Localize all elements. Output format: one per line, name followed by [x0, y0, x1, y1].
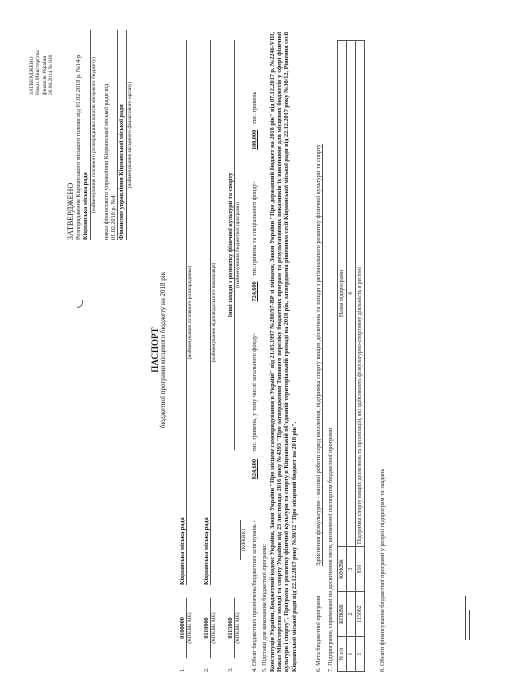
program-name: Інші заходи з розвитку фізичної культури та спорту [227, 40, 235, 450]
page-title: ПАСПОРТ [150, 327, 160, 373]
document-page [19, 20, 489, 680]
header-cell: Назва підпрограми [338, 41, 347, 547]
number-cell: 1 [347, 637, 356, 672]
basis-text: Конституція України, Бюджетний кодекс України, Закон України "Про місцеве самоврядування в Україні" від 21.05.1997 №280/97-ВР зі змінами, Закон України "Про державний бюджет на 2018 рік" від 07.12.2017 р. №2246-VIII, Наказ Міністерства молоді та спорту України від 23 листопада 2016 року №4393 "Про затвердження Типового переліку бюджетних програм та результативних показників їх виконання для місцевих бюджетів у сфері фізичної культури і спорту", Програма з розвитку фізичної культури та спорту в Кіцманській об'єднаній територіальній громаді на 2018 рік, затверджена рішенням сесії Кіцманської міської ради від 22.12.2017 року №30/12, Рішення сесії Кіцманської міської ради від 22.12.2017 року №30/12 "Про місцевий бюджет на 2018 рік". [269, 32, 298, 672]
executor-caption: (найменування відповідального виконавця) [211, 262, 217, 363]
stamp-line: ЗАТВЕРДЖЕНО [29, 56, 35, 95]
subprograms-table [337, 40, 365, 672]
stamp-line: 26.08.2014 № 836 [48, 54, 55, 95]
kpkvk-code: 0100000 [179, 598, 187, 658]
row-number: 1. [179, 667, 186, 672]
number-cell: 4 [347, 41, 356, 547]
approval-caption: (найменування місцевого фінансового органу) [126, 81, 133, 189]
table-number-row [347, 41, 356, 672]
scan-mark [465, 596, 466, 640]
program-caption: (найменування бюджетної програми) [235, 202, 241, 288]
approval-line: Кіцманська міська рада [82, 30, 90, 240]
approval-caption: (найменування головного розпорядника коштів місцевого бюджету) [90, 56, 97, 214]
main-manager-name: Кіцманська міська рада [179, 40, 187, 585]
budget-text: 4. Обсяг бюджетних призначень/бюджетних асигнувань - [251, 520, 258, 672]
row-number: 3. [227, 667, 234, 672]
page-subtitle: бюджетної програми місцевого бюджету на 2018 рік [159, 271, 168, 429]
budget-text: тис. гривень [251, 91, 258, 125]
kpkvk-code: 0115060 [227, 598, 235, 658]
budget-total: 824,600 [251, 459, 258, 480]
kpkvk-caption: (КПКВК МБ) [187, 612, 193, 644]
kfkvk-field [233, 520, 241, 560]
table-cell: Підтримка спорту вищих досягнень та організацій, які здійснюють фізкультурно-спортивну діяльність в регіоні [356, 41, 365, 547]
approval-title: ЗАТВЕРДЖЕНО [66, 182, 75, 240]
approval-line: Фінансове управління Кіцманської міської ради [118, 30, 126, 240]
table-cell: 1 [356, 637, 365, 672]
stamp-line: Наказ Міністерства [35, 50, 42, 95]
budget-text: тис. гривень, у тому числі загального фонду- [251, 332, 258, 452]
scan-mark [469, 610, 470, 640]
approval-line: наказ фінансового управління Кіцманської міської ради від [103, 83, 111, 240]
approval-stamp [29, 25, 55, 95]
goal-label: 6. Мета бюджетної програми [315, 595, 322, 672]
goal-line [315, 32, 322, 672]
kpkvk-caption: (КПКВК МБ) [211, 612, 217, 644]
budget-line [251, 32, 258, 672]
passport-header [151, 180, 167, 520]
approval-block [67, 30, 133, 240]
subprograms-title: 7. Підпрограми, спрямовані на досягнення мети, визначеної паспортом бюджетної програми [327, 427, 334, 672]
budget-general: 724,600 [251, 281, 258, 302]
header-cell: N з/п [338, 637, 347, 672]
scan-mark [77, 300, 83, 308]
main-manager-caption: (найменування головного розпорядника) [187, 265, 193, 360]
approval-line: 01.02.2018 р. №4 [110, 30, 118, 240]
section-8-title: 8. Обсяги фінансування бюджетної програми у розрізі підпрограм та завдань [379, 468, 386, 672]
goal-text: Здійснення фізкультурно - масової роботи серед населення, підтримка спорту вищих досягнень та заходи з регіонального розвитку фізичної культури та спорту [315, 144, 322, 566]
approval-line: Розпорядження Кіцманського міського голови від 01.02.2018 р. №14-р [75, 54, 83, 240]
number-cell: 2 [347, 592, 356, 637]
kpkvk-code: 0110000 [203, 598, 211, 658]
header-cell: КПКВК [338, 592, 347, 637]
kpkvk-caption: (КПКВК МБ) [235, 612, 241, 644]
budget-text: тис.гривень та спеціального фонду- [251, 181, 258, 276]
executor-name: Кіцманська міська рада [203, 40, 211, 585]
table-cell: 810 [356, 547, 365, 592]
table-header-row [338, 41, 347, 672]
row-number: 2. [203, 667, 210, 672]
stamp-line: фінансів України [41, 55, 48, 95]
number-cell: 3 [347, 547, 356, 592]
header-cell: КФКВК [338, 547, 347, 592]
table-cell: 115062 [356, 592, 365, 637]
kfkvk-caption: (КФКВК) [241, 529, 247, 551]
basis-title: 5. Підстави для виконання бюджетної програми: [261, 543, 268, 672]
table-row [356, 41, 365, 672]
budget-special: 100,000 [251, 129, 258, 150]
